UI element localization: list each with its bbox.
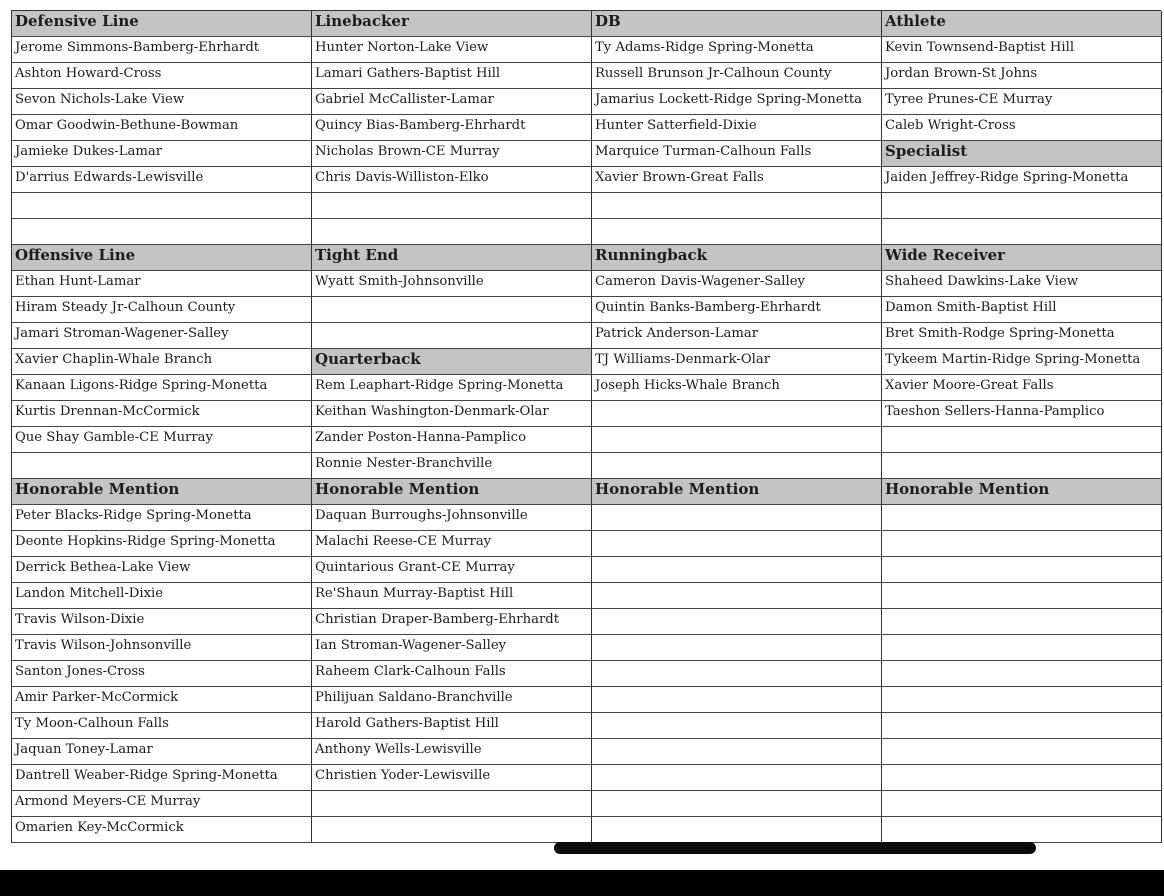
empty-cell bbox=[312, 297, 592, 323]
empty-cell bbox=[312, 193, 592, 219]
player-entry: Chris Davis-Williston-Elko bbox=[312, 167, 592, 193]
player-entry: Hunter Satterfield-Dixie bbox=[592, 115, 882, 141]
player-entry: Russell Brunson Jr-Calhoun County bbox=[592, 63, 882, 89]
empty-cell bbox=[882, 739, 1162, 765]
empty-cell bbox=[592, 193, 882, 219]
empty-cell bbox=[592, 791, 882, 817]
player-entry: Ronnie Nester-Branchville bbox=[312, 453, 592, 479]
empty-cell bbox=[882, 817, 1162, 843]
player-entry: Lamari Gathers-Baptist Hill bbox=[312, 63, 592, 89]
all-region-table bbox=[11, 10, 1161, 843]
section-header: DB bbox=[592, 11, 882, 37]
player-entry: Tykeem Martin-Ridge Spring-Monetta bbox=[882, 349, 1162, 375]
empty-cell bbox=[592, 219, 882, 245]
player-entry: Dantrell Weaber-Ridge Spring-Monetta bbox=[12, 765, 312, 791]
section-header: Runningback bbox=[592, 245, 882, 271]
empty-cell bbox=[592, 661, 882, 687]
empty-cell bbox=[592, 687, 882, 713]
section-header: Quarterback bbox=[312, 349, 592, 375]
empty-cell bbox=[592, 609, 882, 635]
player-entry: Cameron Davis-Wagener-Salley bbox=[592, 271, 882, 297]
player-entry: Santon Jones-Cross bbox=[12, 661, 312, 687]
player-entry: Christien Yoder-Lewisville bbox=[312, 765, 592, 791]
player-entry: Damon Smith-Baptist Hill bbox=[882, 297, 1162, 323]
player-entry: Jamarius Lockett-Ridge Spring-Monetta bbox=[592, 89, 882, 115]
empty-cell bbox=[12, 193, 312, 219]
player-entry: Hiram Steady Jr-Calhoun County bbox=[12, 297, 312, 323]
player-entry: Bret Smith-Rodge Spring-Monetta bbox=[882, 323, 1162, 349]
section-header: Wide Receiver bbox=[882, 245, 1162, 271]
empty-cell bbox=[592, 557, 882, 583]
empty-cell bbox=[312, 791, 592, 817]
empty-cell bbox=[592, 453, 882, 479]
player-entry: Harold Gathers-Baptist Hill bbox=[312, 713, 592, 739]
empty-cell bbox=[882, 765, 1162, 791]
section-header: Honorable Mention bbox=[12, 479, 312, 505]
empty-cell bbox=[312, 817, 592, 843]
player-entry: Caleb Wright-Cross bbox=[882, 115, 1162, 141]
empty-cell bbox=[882, 635, 1162, 661]
section-header: Honorable Mention bbox=[592, 479, 882, 505]
empty-cell bbox=[882, 583, 1162, 609]
section-header: Honorable Mention bbox=[312, 479, 592, 505]
player-entry: Xavier Brown-Great Falls bbox=[592, 167, 882, 193]
player-entry: Hunter Norton-Lake View bbox=[312, 37, 592, 63]
player-entry: Jamari Stroman-Wagener-Salley bbox=[12, 323, 312, 349]
player-entry: Ian Stroman-Wagener-Salley bbox=[312, 635, 592, 661]
player-entry: Jerome Simmons-Bamberg-Ehrhardt bbox=[12, 37, 312, 63]
player-entry: Daquan Burroughs-Johnsonville bbox=[312, 505, 592, 531]
section-header: Athlete bbox=[882, 11, 1162, 37]
empty-cell bbox=[592, 765, 882, 791]
player-entry: Ty Adams-Ridge Spring-Monetta bbox=[592, 37, 882, 63]
empty-cell bbox=[12, 219, 312, 245]
player-entry: Sevon Nichols-Lake View bbox=[12, 89, 312, 115]
player-entry: Kevin Townsend-Baptist Hill bbox=[882, 37, 1162, 63]
screen-bottom-band bbox=[0, 870, 1164, 896]
player-entry: Landon Mitchell-Dixie bbox=[12, 583, 312, 609]
empty-cell bbox=[592, 583, 882, 609]
section-header: Linebacker bbox=[312, 11, 592, 37]
empty-cell bbox=[882, 453, 1162, 479]
player-entry: Keithan Washington-Denmark-Olar bbox=[312, 401, 592, 427]
section-header: Specialist bbox=[882, 141, 1162, 167]
player-entry: Peter Blacks-Ridge Spring-Monetta bbox=[12, 505, 312, 531]
player-entry: Ty Moon-Calhoun Falls bbox=[12, 713, 312, 739]
empty-cell bbox=[592, 505, 882, 531]
empty-cell bbox=[882, 609, 1162, 635]
empty-cell bbox=[882, 219, 1162, 245]
empty-cell bbox=[312, 323, 592, 349]
section-header: Offensive Line bbox=[12, 245, 312, 271]
player-entry: Armond Meyers-CE Murray bbox=[12, 791, 312, 817]
player-entry: Kanaan Ligons-Ridge Spring-Monetta bbox=[12, 375, 312, 401]
player-entry: Jaiden Jeffrey-Ridge Spring-Monetta bbox=[882, 167, 1162, 193]
empty-cell bbox=[592, 401, 882, 427]
empty-cell bbox=[592, 739, 882, 765]
player-entry: Jordan Brown-St Johns bbox=[882, 63, 1162, 89]
empty-cell bbox=[882, 505, 1162, 531]
empty-cell bbox=[882, 687, 1162, 713]
player-entry: Marquice Turman-Calhoun Falls bbox=[592, 141, 882, 167]
player-entry: Philijuan Saldano-Branchville bbox=[312, 687, 592, 713]
player-entry: Jamieke Dukes-Lamar bbox=[12, 141, 312, 167]
player-entry: Amir Parker-McCormick bbox=[12, 687, 312, 713]
player-entry: Travis Wilson-Dixie bbox=[12, 609, 312, 635]
empty-cell bbox=[312, 219, 592, 245]
player-entry: Christian Draper-Bamberg-Ehrhardt bbox=[312, 609, 592, 635]
player-entry: Raheem Clark-Calhoun Falls bbox=[312, 661, 592, 687]
player-entry: Omar Goodwin-Bethune-Bowman bbox=[12, 115, 312, 141]
empty-cell bbox=[592, 817, 882, 843]
player-entry: Ethan Hunt-Lamar bbox=[12, 271, 312, 297]
player-entry: Que Shay Gamble-CE Murray bbox=[12, 427, 312, 453]
player-entry: Quintin Banks-Bamberg-Ehrhardt bbox=[592, 297, 882, 323]
empty-cell bbox=[882, 427, 1162, 453]
section-header: Honorable Mention bbox=[882, 479, 1162, 505]
section-header: Defensive Line bbox=[12, 11, 312, 37]
player-entry: Xavier Moore-Great Falls bbox=[882, 375, 1162, 401]
player-entry: Patrick Anderson-Lamar bbox=[592, 323, 882, 349]
empty-cell bbox=[882, 791, 1162, 817]
empty-cell bbox=[592, 635, 882, 661]
player-entry: Jaquan Toney-Lamar bbox=[12, 739, 312, 765]
player-entry: Quintarious Grant-CE Murray bbox=[312, 557, 592, 583]
player-entry: Kurtis Drennan-McCormick bbox=[12, 401, 312, 427]
player-entry: Rem Leaphart-Ridge Spring-Monetta bbox=[312, 375, 592, 401]
empty-cell bbox=[12, 453, 312, 479]
player-entry: Zander Poston-Hanna-Pamplico bbox=[312, 427, 592, 453]
player-entry: Taeshon Sellers-Hanna-Pamplico bbox=[882, 401, 1162, 427]
player-entry: Quincy Bias-Bamberg-Ehrhardt bbox=[312, 115, 592, 141]
empty-cell bbox=[592, 427, 882, 453]
empty-cell bbox=[882, 193, 1162, 219]
player-entry: Joseph Hicks-Whale Branch bbox=[592, 375, 882, 401]
player-entry: Travis Wilson-Johnsonville bbox=[12, 635, 312, 661]
player-entry: Ashton Howard-Cross bbox=[12, 63, 312, 89]
empty-cell bbox=[592, 531, 882, 557]
player-entry: Deonte Hopkins-Ridge Spring-Monetta bbox=[12, 531, 312, 557]
player-entry: Shaheed Dawkins-Lake View bbox=[882, 271, 1162, 297]
player-entry: Gabriel McCallister-Lamar bbox=[312, 89, 592, 115]
empty-cell bbox=[592, 713, 882, 739]
section-header: Tight End bbox=[312, 245, 592, 271]
player-entry: Nicholas Brown-CE Murray bbox=[312, 141, 592, 167]
player-entry: Re'Shaun Murray-Baptist Hill bbox=[312, 583, 592, 609]
home-indicator-bar[interactable] bbox=[554, 842, 1036, 854]
player-entry: Derrick Bethea-Lake View bbox=[12, 557, 312, 583]
player-entry: Omarien Key-McCormick bbox=[12, 817, 312, 843]
empty-cell bbox=[882, 661, 1162, 687]
player-entry: Tyree Prunes-CE Murray bbox=[882, 89, 1162, 115]
empty-cell bbox=[882, 531, 1162, 557]
player-entry: D'arrius Edwards-Lewisville bbox=[12, 167, 312, 193]
player-entry: Anthony Wells-Lewisville bbox=[312, 739, 592, 765]
empty-cell bbox=[882, 713, 1162, 739]
empty-cell bbox=[882, 557, 1162, 583]
player-entry: Xavier Chaplin-Whale Branch bbox=[12, 349, 312, 375]
player-entry: Malachi Reese-CE Murray bbox=[312, 531, 592, 557]
player-entry: TJ Williams-Denmark-Olar bbox=[592, 349, 882, 375]
player-entry: Wyatt Smith-Johnsonville bbox=[312, 271, 592, 297]
